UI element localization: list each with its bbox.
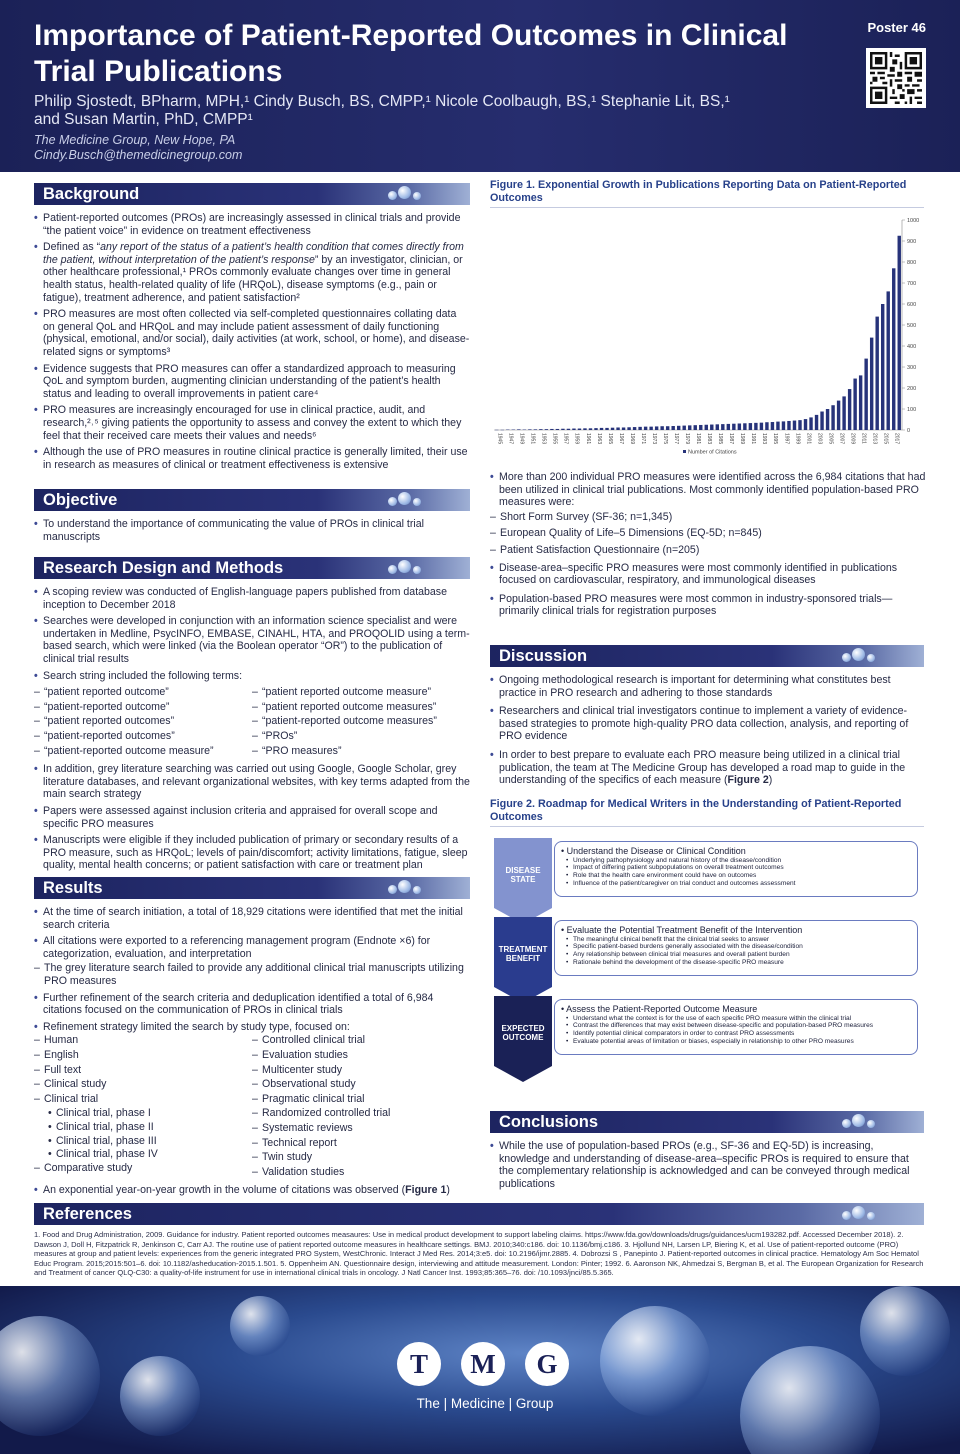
x-tick-label: 1967 [617, 433, 624, 445]
x-tick-label: 2011 [860, 433, 867, 444]
search-term: – “patient reported outcome measures” [252, 701, 470, 714]
x-tick-label: 2013 [871, 433, 878, 445]
methods-bullet: • Searches were developed in conjunction with an information science specialist and were undertaken in Medline, PsycINFO, EMBASE, CINAHL, HTA, and PROQOLID using a term-based search, which were linked (via the Boolean operator “OR”) to the publication of clinical trial results [34, 615, 470, 665]
study-type: – Clinical study [34, 1078, 252, 1091]
x-tick-label: 1949 [518, 433, 525, 445]
roadmap-step-box [554, 999, 918, 1055]
bar [556, 429, 559, 430]
contact-email[interactable]: Cindy.Busch@themedicinegroup.com [34, 148, 243, 162]
roadmap-step-item: • Impact of differing patient subpopulations on overall treatment outcomes [561, 864, 909, 872]
x-tick-label: 1951 [529, 433, 536, 445]
bar [567, 429, 570, 430]
background-bullet: • Although the use of PRO measures in routine clinical practice is generally limited, their use in research as measures of clinical or treatment effectiveness is extensive [34, 446, 470, 471]
bar [787, 421, 790, 430]
finding-subbullet: – Short Form Survey (SF-36; n=1,345) [490, 511, 926, 524]
section-header-background [34, 183, 470, 205]
figure-1-ref[interactable]: Figure 1 [405, 1184, 447, 1197]
background-bullet-definition [34, 241, 470, 304]
results-bullet-figure-ref [34, 1184, 470, 1197]
roadmap-step-heading: • Assess the Patient-Reported Outcome Measure [561, 1004, 758, 1014]
bar [864, 359, 867, 430]
roadmap-step-label: EXPECTED OUTCOME [501, 1023, 545, 1042]
bar [892, 268, 895, 430]
logo-letter: T [397, 1342, 441, 1386]
finding-subbullet: – Patient Satisfaction Questionnaire (n=205) [490, 544, 926, 557]
roadmap-step-heading: • Evaluate the Potential Treatment Benefit of the Intervention [561, 925, 803, 935]
author-list [34, 93, 834, 129]
methods-bullet: • A scoping review was conducted of English-language papers published from database inception to December 2018 [34, 586, 470, 611]
roadmap-step-item: • The meaningful clinical benefit that the clinical trial seeks to answer [561, 936, 909, 944]
bar [732, 424, 735, 430]
bar [710, 425, 713, 430]
x-tick-label: 2003 [816, 433, 823, 445]
bar [600, 428, 603, 430]
x-tick-label: 1995 [772, 433, 779, 445]
bar [881, 304, 884, 430]
tagline-word: The [416, 1396, 440, 1411]
qr-code-icon [870, 52, 922, 104]
bar [534, 429, 537, 430]
bar [809, 417, 812, 430]
bar [649, 427, 652, 430]
company-logo[interactable] [395, 1342, 575, 1422]
x-tick-label: 2007 [838, 433, 845, 445]
results-content [34, 906, 470, 1201]
discussion-bullet-figure-ref [490, 749, 926, 787]
bar [677, 426, 680, 430]
background-heading: Background [43, 185, 140, 203]
finding-subbullet: – European Quality of Life–5 Dimensions (EQ-5D; n=845) [490, 527, 926, 540]
section-header-objective [34, 489, 470, 511]
study-type-phase: • Clinical trial, phase IV [48, 1148, 252, 1161]
growth-text: An exponential year-on-year growth in the volume of citations was observed ( [43, 1184, 406, 1197]
bar [561, 429, 564, 430]
bar [605, 428, 608, 430]
roadmap-step-item: • Evaluate potential areas of limitation or biases, especially in relationship to other PRO measures [561, 1038, 909, 1046]
bar [699, 425, 702, 430]
figure-1-title: Figure 1. Exponential Growth in Publications Reporting Data on Patient-Reported Outcomes [490, 179, 924, 208]
references-list: 1. Food and Drug Administration, 2009. Guidance for industry. Patient reported outcomes measaures: Use in medical product development to support labeling claims. https://www.fda.gov/downloads/drugs/guidances/ucm193282.pdf. Accessed December 2018). 2. Dawson J, Doll H, Fitzpatrick R, Jenkinson C, Carr AJ. The routine use of patient reported outcome measures in healthcare settings. BMJ. 2010;340:c186. doi: 10.1136/bmj.c186. 3. Hjollund NH, Larsen LP, Biering K, et al. Use of patient-reported outcome (PRO) measures at group and patient levels: experiences from the generic integrated PRO System, WestChronic. Interact J Med Res. 2014;3:e5. doi: 10.2196/ijmr.2885. 4. Dobrozsi S , Panepinto J. Patient-reported outcomes in clinical practice. Hematology Am Soc Hematol Educ Program. 2015;2015:501–6. doi: 10.1182/asheducation-2015.1.501. 5. Oppenheim AN. Questionnaire design, interviewing and attitude measurement. London: Pinter; 1992. 6. Aaronson NK, Ahmedzai S, Bergman B, et al. The European Organization for Research and Treatment of cancer QLQ-C30: a quality-of-life instrument for use in international clinical trials in oncology. J Natl Cancer Inst. 1993;85:365–76. doi: /10.1093/jnci/85.5.365. [34, 1230, 924, 1278]
x-tick-label: 1969 [628, 433, 635, 445]
y-tick-label: 400 [907, 344, 917, 350]
study-type: – Technical report [252, 1137, 470, 1150]
bar [616, 427, 619, 430]
discussion-bullet: • Researchers and clinical trial investigators continue to implement a variety of evidence-based strategies to promote high-quality PRO data collection, analysis, and reporting of PRO evidence [490, 705, 926, 743]
bar [754, 423, 757, 430]
section-header-methods [34, 557, 470, 579]
roadmap-text-end: ) [768, 774, 773, 787]
bar [875, 317, 878, 430]
bar [583, 428, 586, 430]
roadmap-step-heading-text: Assess the Patient-Reported Outcome Measure [566, 1004, 758, 1014]
x-tick-label: 1945 [496, 433, 503, 445]
study-type: – Multicenter study [252, 1064, 470, 1077]
section-header-discussion [490, 645, 924, 667]
bar [638, 427, 641, 430]
x-tick-label: 1977 [672, 433, 679, 445]
molecule-icon [840, 1205, 880, 1223]
bar [528, 429, 531, 430]
roadmap-step-item: • Role that the health care environment could have on outcomes [561, 872, 909, 880]
x-tick-label: 1997 [783, 433, 790, 445]
section-header-references [34, 1203, 924, 1225]
y-tick-label: 200 [907, 386, 917, 392]
search-term: – “patient reported outcome” [34, 686, 252, 699]
figure-1-chart [490, 212, 922, 460]
bar [898, 236, 901, 430]
methods-content [34, 586, 470, 876]
methods-heading: Research Design and Methods [43, 559, 284, 577]
bar [666, 426, 669, 430]
study-type: – Pragmatic clinical trial [252, 1093, 470, 1106]
y-tick-label: 100 [907, 407, 917, 413]
conclusions-bullet: • While the use of population-based PROs (e.g., SF-36 and EQ-5D) is increasing, knowledge and understanding of disease-area–specific PROs is required to ensure that the complementary relationship is acknowledged and can be conveyed through medical publications [490, 1140, 910, 1190]
discussion-bullet: • Ongoing methodological research is important for determining what constitutes best practice in PRO research and adhering to those standards [490, 674, 926, 699]
bar [826, 409, 829, 430]
bar [743, 423, 746, 430]
bar [727, 424, 730, 430]
study-type: – Clinical trial [34, 1093, 252, 1106]
bar [633, 427, 636, 430]
roadmap-step-item: • Underlying pathophysiology and natural history of the disease/condition [561, 857, 909, 865]
bar [594, 428, 597, 430]
bar [694, 425, 697, 430]
bar [683, 426, 686, 430]
x-tick-label: 2005 [827, 433, 834, 445]
y-tick-label: 0 [907, 428, 911, 434]
bar [688, 425, 691, 430]
x-tick-label: 1971 [639, 433, 646, 445]
discussion-content [490, 674, 926, 791]
x-tick-label: 1987 [728, 433, 735, 445]
study-types-right [252, 1034, 470, 1180]
bar [705, 425, 708, 430]
decor-sphere [860, 1286, 950, 1376]
discussion-heading: Discussion [499, 647, 588, 665]
results-bullet: • Refinement strategy limited the search by study type, focused on: [34, 1021, 470, 1034]
x-tick-label: 1993 [761, 433, 768, 445]
molecule-icon [386, 185, 426, 203]
objective-heading: Objective [43, 491, 118, 509]
study-type-phase: • Clinical trial, phase III [48, 1135, 252, 1148]
study-types-left [34, 1034, 252, 1180]
logo-tagline: The | Medicine | Group [416, 1396, 554, 1411]
search-term: – “patient reported outcomes” [34, 715, 252, 728]
methods-bullet: • In addition, grey literature searching was carried out using Google, Google Scholar, grey literature databases, and relevant organizational websites, with key terms adapted from the main search strategy [34, 763, 470, 801]
x-tick-label: 1953 [540, 433, 547, 445]
study-type: – Controlled clinical trial [252, 1034, 470, 1047]
search-term: – “patient-reported outcome” [34, 701, 252, 714]
roadmap-step-item: • Identify potential clinical comparators in order to contrast PRO assessments [561, 1030, 909, 1038]
conclusions-content [490, 1140, 910, 1194]
objective-content [34, 518, 470, 547]
x-tick-label: 2017 [893, 433, 900, 445]
logo-letter: M [461, 1342, 505, 1386]
background-content [34, 212, 470, 475]
growth-text-end: ) [446, 1184, 450, 1197]
bar [870, 338, 873, 430]
study-type: – Randomized controlled trial [252, 1107, 470, 1120]
x-tick-label: 1985 [717, 433, 724, 445]
background-bullet: • Patient-reported outcomes (PROs) are increasingly assessed in clinical trials and provide “the patient voice” in evidence on treatment effectiveness [34, 212, 470, 237]
affiliation: The Medicine Group, New Hope, PA [34, 133, 236, 147]
study-types [34, 1034, 470, 1180]
study-type: – Evaluation studies [252, 1049, 470, 1062]
trial-phases [34, 1107, 252, 1160]
x-tick-label: 1965 [606, 433, 613, 445]
definition-lead: Defined as “ [43, 241, 101, 254]
roadmap-step-item: • Contrast the differences that may exist between disease-specific and population-based PRO measures [561, 1022, 909, 1030]
citations-bar-chart [490, 212, 922, 460]
search-terms-right [252, 686, 470, 759]
bar [798, 420, 801, 430]
authors-line-2: and Susan Martin, PhD, CMPP¹ [34, 111, 253, 128]
bar [804, 419, 807, 430]
roadmap-step-heading: • Understand the Disease or Clinical Condition [561, 846, 746, 856]
poster-number: Poster 46 [867, 20, 926, 35]
x-tick-label: 1947 [507, 433, 514, 445]
x-tick-label: 2015 [882, 433, 889, 445]
study-type: – Twin study [252, 1151, 470, 1164]
y-tick-label: 500 [907, 323, 917, 329]
study-type: – Full text [34, 1064, 252, 1077]
y-tick-label: 600 [907, 302, 917, 308]
finding-bullet: • Population-based PRO measures were most common in industry-sponsored trials—primarily clinical trials for registration purposes [490, 593, 926, 618]
x-tick-label: 1979 [684, 433, 691, 445]
section-header-results [34, 877, 470, 899]
bar [793, 421, 796, 430]
molecule-icon [386, 879, 426, 897]
x-tick-label: 1963 [595, 433, 602, 445]
roadmap-step-label: TREATMENT BENEFIT [498, 944, 548, 963]
decor-sphere [0, 1316, 100, 1436]
references-heading: References [43, 1205, 132, 1223]
bar [760, 423, 763, 430]
study-type-phase: • Clinical trial, phase I [48, 1107, 252, 1120]
bar [671, 426, 674, 430]
bar [887, 291, 890, 430]
bar [572, 429, 575, 430]
bar [550, 429, 553, 430]
bar [655, 426, 658, 430]
x-tick-label: 1959 [573, 433, 580, 445]
poster-title: Importance of Patient-Reported Outcomes in Clinical Trial Publications [34, 19, 788, 88]
roadmap-step-heading-text: Evaluate the Potential Treatment Benefit of the Intervention [566, 925, 803, 935]
bar [627, 427, 630, 430]
search-term: – “patient-reported outcome measures” [252, 715, 470, 728]
legend-label: Number of Citations [688, 449, 737, 456]
x-tick-label: 1991 [750, 433, 757, 445]
search-term: – “PROs” [252, 730, 470, 743]
x-tick-label: 1955 [551, 433, 558, 445]
bar [837, 401, 840, 430]
affiliation-block [34, 133, 242, 163]
figure-2-title: Figure 2. Roadmap for Medical Writers in the Understanding of Patient-Reported Outcomes [490, 798, 924, 827]
results-bullet: • Further refinement of the search criteria and deduplication identified a total of 6,984 citations focused on the communication of PROs in clinical trials [34, 992, 470, 1017]
study-type: – Systematic reviews [252, 1122, 470, 1135]
study-type: – Human [34, 1034, 252, 1047]
y-tick-label: 900 [907, 239, 917, 245]
poster-header [0, 0, 960, 172]
qr-code[interactable] [866, 48, 926, 108]
bar [644, 427, 647, 430]
bar [859, 375, 862, 430]
roadmap-step-item: • Influence of the patient/caregiver on trial conduct and outcomes assessment [561, 880, 909, 888]
bar [660, 426, 663, 430]
roadmap-step-box [554, 841, 918, 897]
roadmap-step-label: DISEASE STATE [505, 865, 541, 884]
study-type: – Validation studies [252, 1166, 470, 1179]
objective-bullet: • To understand the importance of communicating the value of PROs in clinical trial manuscripts [34, 518, 470, 543]
tagline-word: Medicine [450, 1396, 505, 1411]
bar [782, 421, 785, 430]
bar [738, 423, 741, 430]
definition-tail: ” by an investigator, clinician, or other healthcare professional,¹ PROs commonly evaluate changes over time in general health status, health-related quality of life (HRQoL), disease symptoms (e.g., pain or fatigue), treatment adherence, and patient satisfaction² [43, 253, 463, 304]
background-bullet: • Evidence suggests that PRO measures can offer a standardized approach to measuring QoL and symptom burden, augmenting clinician understanding of the patient’s health status and leading to overall improvements in patient care⁴ [34, 363, 470, 401]
methods-bullet: • Search string included the following terms: [34, 670, 470, 683]
roadmap-step-box [554, 920, 918, 976]
y-tick-label: 300 [907, 365, 917, 371]
bar [749, 423, 752, 430]
molecule-icon [386, 491, 426, 509]
bar [853, 379, 856, 430]
search-terms-left [34, 686, 252, 759]
figure-2-ref[interactable]: Figure 2 [727, 774, 769, 787]
x-tick-label: 1975 [661, 433, 668, 445]
background-bullet: • PRO measures are increasingly encouraged for use in clinical practice, audit, and research,²˒⁵ giving patients the opportunity to assess and convey the extent to which they feel that their received care meets their values and needs⁶ [34, 404, 470, 442]
tagline-word: Group [515, 1396, 554, 1411]
x-tick-label: 1983 [706, 433, 713, 445]
search-term: – “patient-reported outcome measure” [34, 745, 252, 758]
bar [831, 405, 834, 430]
x-tick-label: 1957 [562, 433, 569, 445]
x-tick-label: 1989 [739, 433, 746, 445]
x-tick-label: 2001 [805, 433, 812, 445]
x-tick-label: 1999 [794, 433, 801, 445]
bar [622, 427, 625, 430]
bar [820, 412, 823, 430]
finding-bullet: • Disease-area–specific PRO measures were most commonly identified in publications focused on cardiovascular, respiratory, and immunological diseases [490, 562, 926, 587]
roadmap-step-item: • Specific patient-based burdens generally associated with the disease/condition [561, 943, 909, 951]
results-bullet: • All citations were exported to a referencing management program (Endnote ×6) for categorization, evaluation, and interpretation [34, 935, 470, 960]
bar [771, 422, 774, 430]
search-term: – “patient-reported outcomes” [34, 730, 252, 743]
study-type: – Observational study [252, 1078, 470, 1091]
x-tick-label: 1973 [650, 433, 657, 445]
bar [539, 429, 542, 430]
x-tick-label: 2009 [849, 433, 856, 445]
methods-bullet: • Manuscripts were eligible if they included publication of primary or secondary results of a PRO measure, such as HRQoL; levels of pain/discomfort; activity limitations, fatigue, sleep quality, mental health concerns; or patient satisfaction with care or treatment plan [34, 834, 470, 872]
bar [721, 424, 724, 430]
methods-bullet: • Papers were assessed against inclusion criteria and appraised for overall scope and specific PRO measures [34, 805, 470, 830]
decor-sphere [740, 1346, 880, 1454]
x-tick-label: 1981 [695, 433, 702, 445]
decor-sphere [600, 1306, 710, 1416]
bar [589, 428, 592, 430]
search-terms [34, 686, 470, 759]
search-term: – “patient reported outcome measure” [252, 686, 470, 699]
bar [578, 429, 581, 430]
bar [848, 389, 851, 430]
background-bullet: • PRO measures are most often collected via self-completed questionnaires collating data on general QoL and HRQoL and may include patient assessment of daily functioning (physical, emotional, and/or social), daily activities (at work, school, or home), and disease-related signs or symptoms³ [34, 308, 470, 358]
y-tick-label: 700 [907, 281, 917, 287]
bar [716, 424, 719, 430]
search-term: – “PRO measures” [252, 745, 470, 758]
roadmap-step-item: • Any relationship between clinical trial measures and overall patient burden [561, 951, 909, 959]
authors-line-1: Philip Sjostedt, BPharm, MPH,¹ Cindy Busch, BS, CMPP,¹ Nicole Coolbaugh, BS,¹ Stephanie Lit, BS,¹ [34, 93, 730, 110]
conclusions-heading: Conclusions [499, 1113, 599, 1131]
legend-swatch [683, 450, 686, 453]
molecule-icon [386, 559, 426, 577]
logo-letter: G [525, 1342, 569, 1386]
roadmap-step-item: • Understand what the context is for the use of each specific PRO measure within the clinical trial [561, 1015, 909, 1023]
bar [765, 422, 768, 430]
bar [611, 428, 614, 430]
section-header-conclusions [490, 1111, 924, 1133]
figure-1-findings [490, 471, 926, 622]
bar [776, 422, 779, 430]
decor-sphere [230, 1296, 290, 1356]
study-type: – Comparative study [34, 1162, 252, 1175]
decor-sphere [120, 1356, 200, 1436]
definition-quote: any report of the status of a patient’s health condition that comes directly from the patient, without interpretation of the patient’s response [43, 241, 464, 266]
study-type-phase: • Clinical trial, phase II [48, 1121, 252, 1134]
roadmap-step-item: • Rationale behind the development of the disease-specific PRO measure [561, 959, 909, 967]
roadmap-text: In order to best prepare to evaluate each PRO measure being utilized in a clinical trial publication, the team at The Medicine Group has developed a road map to guide in the understanding of the specifics of each measure ( [499, 748, 906, 787]
bar [517, 429, 520, 430]
x-tick-label: 1961 [584, 433, 591, 445]
results-subbullet: – The grey literature search failed to provide any additional clinical trial manuscripts utilizing PRO measures [34, 962, 470, 987]
molecule-icon [840, 647, 880, 665]
roadmap-step-heading-text: Understand the Disease or Clinical Condition [566, 846, 746, 856]
bar [815, 415, 818, 430]
bar [545, 429, 548, 430]
bar [842, 396, 845, 430]
study-type: – English [34, 1049, 252, 1062]
finding-bullet: • More than 200 individual PRO measures were identified across the 6,984 citations that had been utilized in clinical trial publications. Most commonly identified population-based PRO measures were: [490, 471, 926, 509]
results-bullet: • At the time of search initiation, a total of 18,929 citations were identified that met the initial search criteria [34, 906, 470, 931]
results-heading: Results [43, 879, 103, 897]
y-tick-label: 1000 [907, 218, 920, 224]
y-tick-label: 800 [907, 260, 917, 266]
molecule-icon [840, 1113, 880, 1131]
